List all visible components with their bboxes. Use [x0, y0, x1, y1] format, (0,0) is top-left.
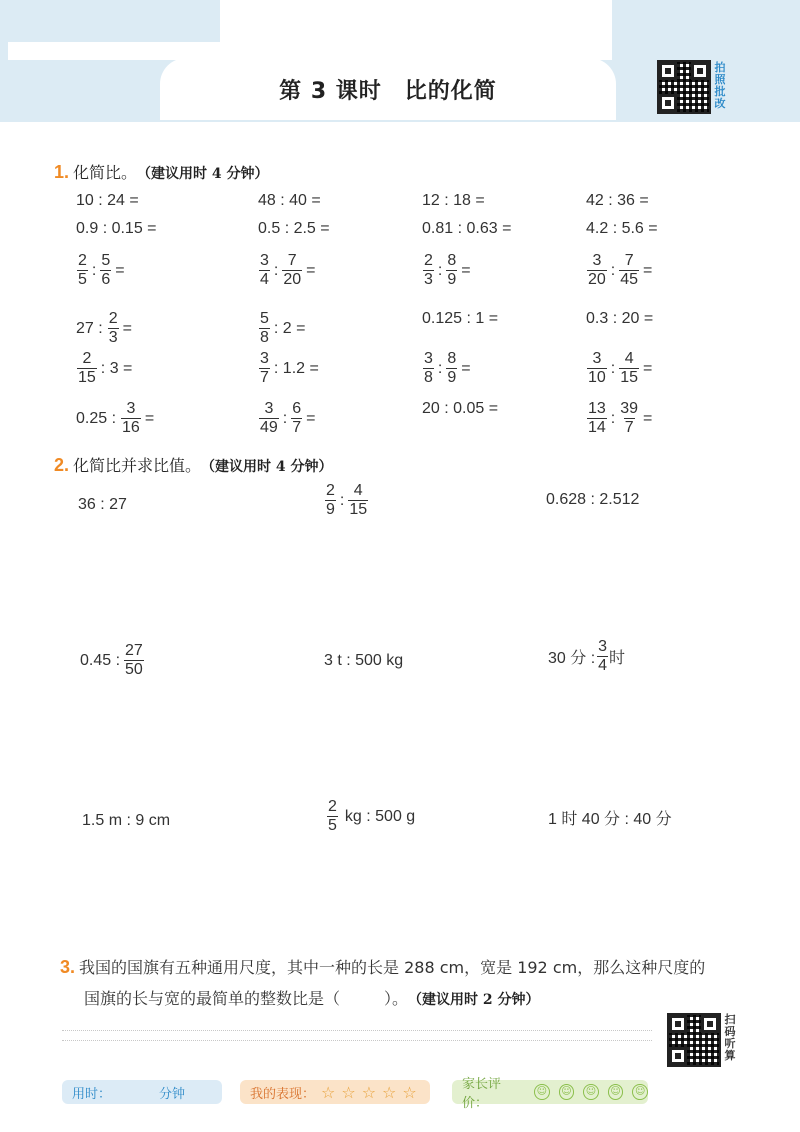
q1-item-8: 4.2 : 5.6 = [586, 220, 658, 237]
q1-item-2: 48 : 40 = [258, 192, 321, 209]
q1-item-1: 10 : 24 = [76, 192, 139, 209]
q2-heading [54, 453, 333, 476]
q1-item-17: $\frac{2}{15}$ : 3 = [78, 350, 133, 386]
q2-hint: （建议用时 4 分钟） [201, 459, 333, 475]
answer-line-1[interactable] [62, 1030, 652, 1031]
parent-box [452, 1077, 648, 1111]
smiley-icon[interactable]: ☺ [559, 1084, 575, 1100]
header-tab [220, 0, 612, 60]
performance-box [240, 1080, 430, 1104]
q1-item-23: 20 : 0.05 = [422, 400, 499, 417]
time-label: 用时： [72, 1086, 112, 1102]
q3-text-1: 我国的国旗有五种通用尺度，其中一种的长是 288 cm，宽是 192 cm，那么这种尺度的 [79, 958, 706, 977]
q2-item-8: $\frac{2}{5}$ kg : 500 g [328, 798, 416, 834]
qr-label-bottom: 扫码听算 [724, 1013, 736, 1062]
parent-label: 家长评价： [462, 1077, 502, 1111]
q3-text-2a: 国旗的长与宽的最简单的整数比是（ [84, 989, 341, 1008]
time-box [62, 1080, 222, 1104]
q1-item-13: 27 : $\frac{2}{3}$ = [76, 310, 132, 346]
star-icon[interactable]: ☆ [341, 1082, 356, 1102]
star-icon[interactable]: ☆ [321, 1082, 336, 1102]
q1-item-21: 0.25 : $\frac{3}{16}$ = [76, 400, 155, 436]
q3-line-1 [60, 955, 705, 978]
q1-title: 化简比。 [73, 163, 138, 182]
q1-item-24: $\frac{13}{14}$ : $\frac{39}{7}$ = [588, 400, 653, 436]
q2-item-7: 1.5 m : 9 cm [82, 812, 171, 829]
star-icon[interactable]: ☆ [402, 1082, 417, 1102]
q1-heading [54, 160, 269, 183]
q2-item-2: $\frac{2}{9}$ : $\frac{4}{15}$ [326, 482, 368, 518]
q2-item-3: 0.628 : 2.512 [546, 491, 640, 508]
q1-item-3: 12 : 18 = [422, 192, 485, 209]
q1-item-16: 0.3 : 20 = [586, 310, 654, 327]
q1-number: 1. [54, 162, 70, 182]
q1-item-4: 42 : 36 = [586, 192, 649, 209]
q1-hint: （建议用时 4 分钟） [137, 166, 269, 182]
star-icon[interactable]: ☆ [382, 1082, 397, 1102]
q1-item-15: 0.125 : 1 = [422, 310, 499, 327]
q1-item-12: $\frac{3}{20}$ : $\frac{7}{45}$ = [588, 252, 653, 288]
q2-item-1: 36 : 27 [78, 496, 127, 513]
qr-code-icon[interactable] [667, 1013, 721, 1067]
page-title: 第 3 课时 比的化简 [279, 79, 497, 104]
q2-item-4: 0.45 : $\frac{27}{50}$ [80, 642, 143, 678]
q3-text-2b: ）。 [384, 989, 409, 1008]
q1-item-10: $\frac{3}{4}$ : $\frac{7}{20}$ = [260, 252, 316, 288]
answer-line-2[interactable] [62, 1040, 652, 1041]
q1-item-11: $\frac{2}{3}$ : $\frac{8}{9}$ = [424, 252, 471, 288]
smiley-icon[interactable]: ☺ [608, 1084, 624, 1100]
q1-item-20: $\frac{3}{10}$ : $\frac{4}{15}$ = [588, 350, 653, 386]
q1-item-6: 0.5 : 2.5 = [258, 220, 330, 237]
q1-item-7: 0.81 : 0.63 = [422, 220, 512, 237]
q1-item-9: $\frac{2}{5}$ : $\frac{5}{6}$ = [78, 252, 125, 288]
smiley-icon[interactable]: ☺ [632, 1084, 648, 1100]
q2-number: 2. [54, 455, 70, 475]
star-icon[interactable]: ☆ [361, 1082, 377, 1102]
q1-item-14: $\frac{5}{8}$ : 2 = [260, 310, 306, 346]
qr-label-top: 拍照批改 [714, 61, 726, 110]
q2-item-5: 3 t : 500 kg [324, 652, 404, 669]
smiley-icon[interactable]: ☺ [534, 1084, 550, 1100]
time-unit: 分钟 [159, 1086, 186, 1102]
q3-number: 3. [60, 957, 76, 977]
performance-label: 我的表现： [250, 1086, 316, 1102]
q3-hint: （建议用时 2 分钟） [408, 992, 540, 1008]
q3-line-2 [84, 986, 540, 1009]
q1-item-5: 0.9 : 0.15 = [76, 220, 157, 237]
q2-item-9: 1 时 40 分 : 40 分 [548, 811, 672, 828]
q1-item-18: $\frac{3}{7}$ : 1.2 = [260, 350, 319, 386]
q2-title: 化简比并求比值。 [73, 456, 202, 475]
q2-item-6: 30 分 : $\frac{3}{4}$ 时 [548, 638, 626, 674]
q1-item-19: $\frac{3}{8}$ : $\frac{8}{9}$ = [424, 350, 471, 386]
smiley-icon[interactable]: ☺ [583, 1084, 599, 1100]
q1-item-22: $\frac{3}{49}$ : $\frac{6}{7}$ = [260, 400, 316, 436]
qr-code-icon[interactable] [657, 60, 711, 114]
